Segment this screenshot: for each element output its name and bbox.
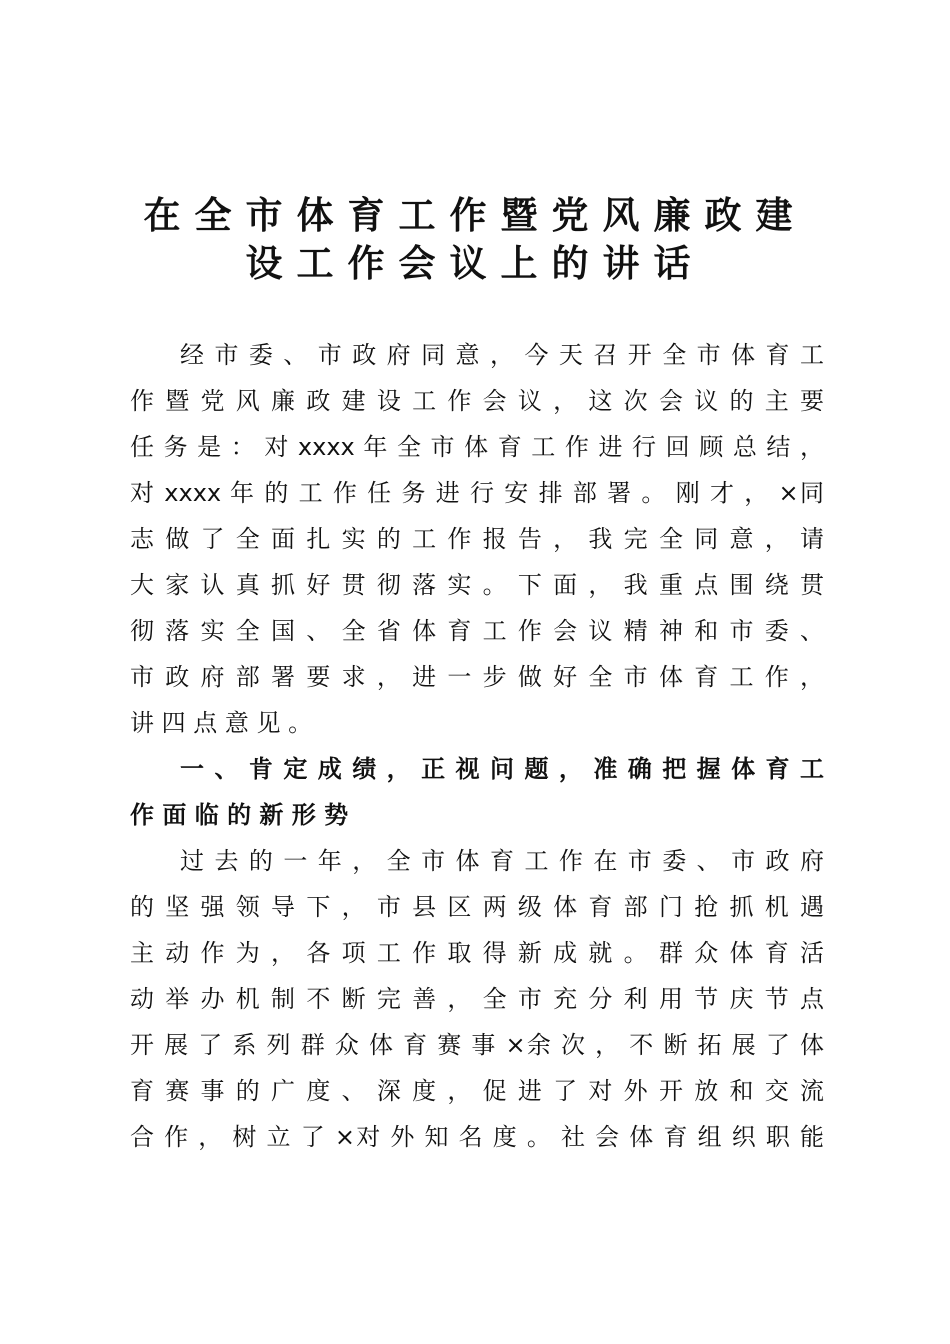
paragraph-line: 经 市 委 、 市 政 府 同 意 ， 今 天 召 开 全 市 体 育 工 [180,341,824,369]
paragraph-line: 合 作 ， 树 立 了 ×对 外 知 名 度 。 社 会 体 育 组 织 职 能 [130,1123,824,1151]
document-title-line-1: 在全市体育工作暨党风廉政建 [143,193,807,237]
paragraph-line: 任 务 是 ： 对 xxxx 年 全 市 体 育 工 作 进 行 回 顾 总 结 ， [130,433,824,461]
paragraph-line: 主 动 作 为 ， 各 项 工 作 取 得 新 成 就 。 群 众 体 育 活 [130,939,824,967]
heading-line: 一 、 肯 定 成 绩 ， 正 视 问 题 ， 准 确 把 握 体 育 工 [180,755,824,783]
paragraph-line: 的 坚 强 领 导 下 ， 市 县 区 两 级 体 育 部 门 抢 抓 机 遇 [130,893,824,921]
paragraph-line: 作 暨 党 风 廉 政 建 设 工 作 会 议 ， 这 次 会 议 的 主 要 [130,387,824,415]
paragraph-line: 志 做 了 全 面 扎 实 的 工 作 报 告 ， 我 完 全 同 意 ， 请 [130,525,824,553]
paragraph-review [130,838,824,1160]
paragraph-line: 开 展 了 系 列 群 众 体 育 赛 事 ×余 次 ， 不 断 拓 展 了 体 [130,1031,824,1059]
paragraph-line: 市 政 府 部 署 要 求 ， 进 一 步 做 好 全 市 体 育 工 作 ， [130,663,824,691]
paragraph-line: 大 家 认 真 抓 好 贯 彻 落 实 。 下 面 ， 我 重 点 围 绕 贯 [130,571,824,599]
paragraph-intro [130,332,824,746]
document-title-line-2: 设工作会议上的讲话 [245,241,705,285]
paragraph-line: 动 举 办 机 制 不 断 完 善 ， 全 市 充 分 利 用 节 庆 节 点 [130,985,824,1013]
paragraph-line: 过 去 的 一 年 ， 全 市 体 育 工 作 在 市 委 、 市 政 府 [180,847,824,875]
paragraph-line: 彻 落 实 全 国 、 全 省 体 育 工 作 会 议 精 神 和 市 委 、 [130,617,824,645]
paragraph-line: 育 赛 事 的 广 度 、 深 度 ， 促 进 了 对 外 开 放 和 交 流 [130,1077,824,1105]
section-heading-1 [130,746,824,838]
paragraph-line: 讲 四 点 意 见 。 [130,709,313,737]
paragraph-line: 对 xxxx 年 的 工 作 任 务 进 行 安 排 部 署 。 刚 才 ， ×同 [130,479,824,507]
heading-line: 作 面 临 的 新 形 势 [130,801,349,829]
